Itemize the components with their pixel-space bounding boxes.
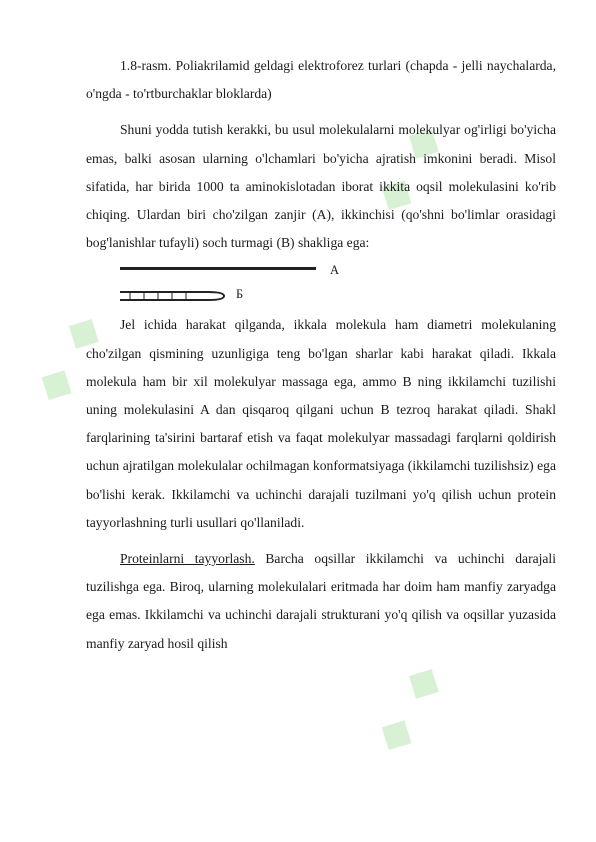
- label-b: Б: [236, 287, 244, 302]
- hairpin-shape: [120, 290, 230, 302]
- watermark: ◆ ◆: [364, 650, 454, 761]
- extended-chain-line: [120, 267, 316, 270]
- paragraph-body: Barcha oqsillar ikkilamchi va uchinchi darajali tuzilishga ega. Biroq, ularning molekulalari eritmada har doim ham manfiy zaryadga ega emas. Ikkilamchi va uchinchi darajali strukturani yo'q qilish va oqsillar yuzasida manfiy zaryad hosil qilish: [86, 551, 556, 651]
- paragraph-gel-movement: Jel ichida harakat qilganda, ikkala molekula ham diametri molekulaning cho'zilgan qismining uzunligiga teng bo'lgan sharlar kabi harakat qiladi. Ikkala molekula ham bir xil molekulyar massaga ega, ammo B ning ikkilamchi tuzilishi uning molekulasini A dan qisqaroq qilgani uchun B tezroq harakat qiladi. Shakl farqlarining ta'sirini bartaraf etish va faqat molekulyar massadagi farqlarni qoldirish uchun ajratilgan molekulalar ochilmagan konformatsiyaga (ikkilamchi tuzilishsiz) ega bo'lishi kerak. Ikkilamchi va uchinchi darajali tuzilmani yo'q qilish uchun protein tayyorlashning turli usullari qo'llaniladi.: [86, 317, 556, 530]
- molecule-shape-diagram: [86, 257, 556, 311]
- watermark: ◆ ◆: [364, 110, 454, 221]
- section-heading: Proteinlarni tayyorlash.: [120, 551, 255, 567]
- paragraph-size-separation: Shuni yodda tutish kerakki, bu usul molekulalarni molekulyar og'irligi bo'yicha emas, balki asosan ularning o'lchamlari bo'yicha ajratish imkonini beradi. Misol sifatida, har birida 1000 ta aminokislotadan iborat ikkita oqsil molekulasini ko'rib chiqing. Ulardan biri cho'zilgan zanjir (A), ikkinchisi (qo'shni bo'limlar orasidagi bog'lanishlar tufayli) soch turmagi (B) shakliga ega:: [86, 122, 556, 251]
- label-a: A: [330, 263, 340, 278]
- paragraph-protein-preparation: [86, 545, 556, 658]
- watermark: ◆ ◆: [24, 300, 114, 411]
- document-page: [86, 52, 556, 658]
- figure-caption: 1.8-rasm. Poliakrilamid geldagi elektroforez turlari (chapda - jelli naychalarda, o'ngda - to'rtburchaklar bloklarda): [86, 58, 556, 102]
